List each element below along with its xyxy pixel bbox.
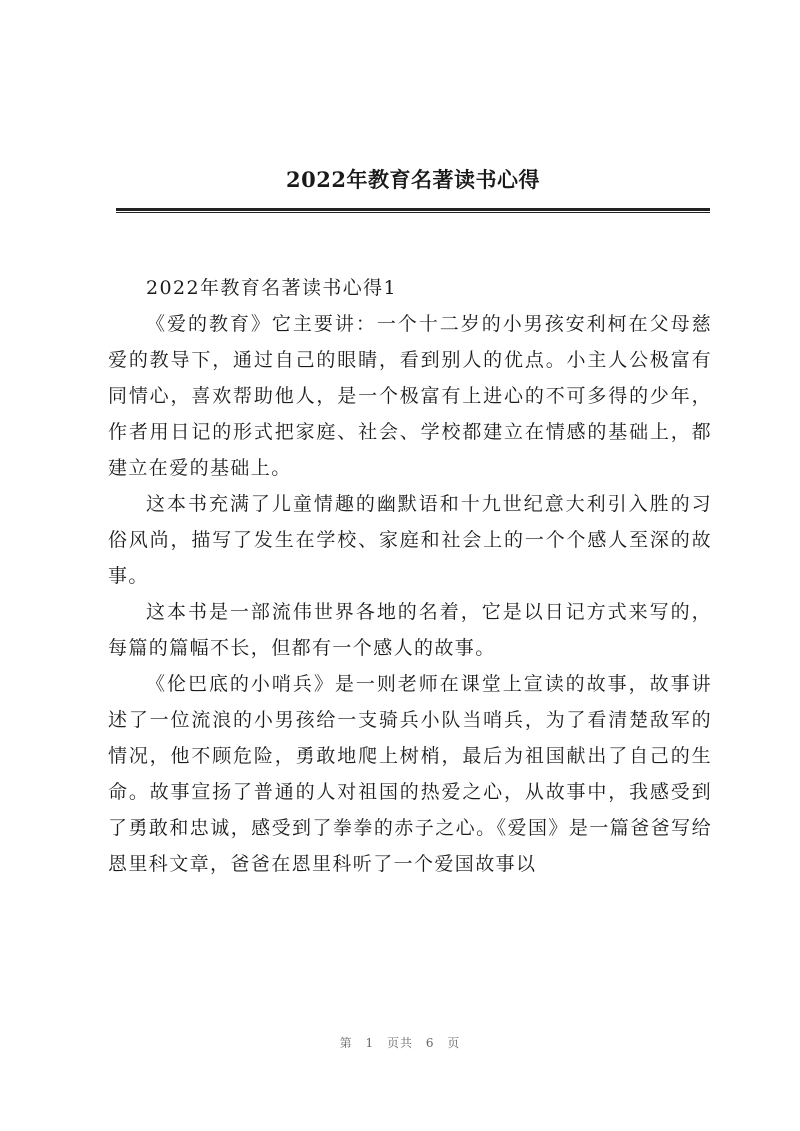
footer-total-pages: 6 [425,1036,435,1050]
paragraph: 这本书是一部流伟世界各地的名着，它是以日记方式来写的，每篇的篇幅不长，但都有一个感人的故事。 [108,601,712,659]
footer-middle: 页共 [386,1036,413,1050]
document-body [108,270,712,882]
footer-prefix: 第 [339,1036,353,1050]
title-divider [116,208,710,211]
paragraph: 这本书充满了儿童情趣的幽默语和十九世纪意大利引入胜的习俗风尚，描写了发生在学校、家庭和社会上的一个个感人至深的故事。 [108,493,712,587]
document-title: 2022年教育名著读书心得 [286,167,540,192]
paragraph: 《伦巴底的小哨兵》是一则老师在课堂上宣读的故事，故事讲述了一位流浪的小男孩给一支骑兵小队当哨兵，为了看清楚敌军的情况，他不顾危险，勇敢地爬上树梢，最后为祖国献出了自己的生命。故事宣扬了普通的人对祖国的热爱之心，从故事中，我感受到了勇敢和忠诚，感受到了拳拳的赤子之心。《爱国》是一篇爸爸写给恩里科文章，爸爸在恩里科听了一个爱国故事以 [108,673,712,875]
footer-page-number: 1 [365,1036,375,1050]
footer-suffix: 页 [447,1036,461,1050]
section-heading: 2022年教育名著读书心得1 [146,277,398,299]
page-footer [0,1034,800,1051]
paragraph: 《爱的教育》它主要讲：一个十二岁的小男孩安利柯在父母慈爱的教导下，通过自己的眼睛，看到别人的优点。小主人公极富有同情心，喜欢帮助他人，是一个极富有上进心的不可多得的少年，作者用日记的形式把家庭、社会、学校都建立在情感的基础上，都建立在爱的基础上。 [108,313,712,479]
